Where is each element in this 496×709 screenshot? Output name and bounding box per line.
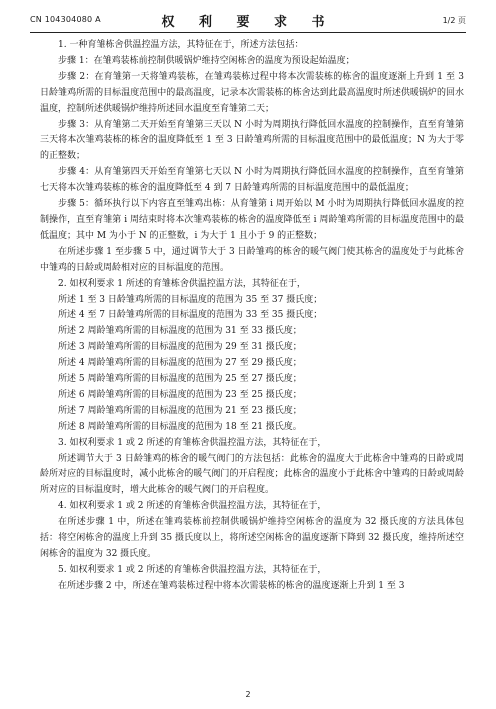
- claim-paragraph: 在所述步骤 1 至步骤 5 中，通过调节大于 3 日龄雏鸡的栋舍的暖气阀门使其栋舍的温度处于与此栋舍中雏鸡的日龄或周龄相对应的目标温度的范围。: [40, 246, 464, 273]
- claims-body: [40, 38, 464, 595]
- claim-paragraph: 所述 4 周龄雏鸡所需的目标温度的范围为 27 至 29 摄氏度；: [58, 358, 302, 369]
- claim-paragraph: 3. 如权利要求 1 或 2 所述的育雏栋舍供温控温方法，其特征在于，: [58, 437, 327, 448]
- claim-paragraph: 在所述步骤 2 中，所述在雏鸡装栋过程中将本次需装栋的栋舍的温度逐渐上升到 1 至 3: [58, 580, 405, 591]
- claim-paragraph: 所述调节大于 3 日龄雏鸡的栋舍的暖气阀门的方法包括：此栋舍的温度大于此栋舍中雏鸡的日龄或周龄所对应的目标温度时，减小此栋舍的暖气阀门的开启程度；此栋舍的温度小于此栋舍中雏鸡的日龄或周龄所对应的目标温度时，增大此栋舍的暖气阀门的开启程度。: [40, 453, 464, 496]
- claim-paragraph: 步骤 3：从育雏第二天开始至育雏第三天以 N 小时为周期执行降低回水温度的控制操作，直至育雏第三天将本次雏鸡装栋的栋舍的温度降低至 1 至 3 日龄雏鸡所需的目标温度范围中的最低温度；N 为大于零的正整数；: [40, 119, 464, 162]
- claim-paragraph: 4. 如权利要求 1 或 2 所述的育雏栋舍供温控温方法，其特征在于，: [58, 501, 327, 512]
- page-footer: [0, 690, 496, 699]
- claim-paragraph: 步骤 4：从育雏第四天开始至育雏第七天以 N 小时为周期执行降低回水温度的控制操作，直至育雏第七天将本次雏鸡装栋的栋舍的温度降低至 4 到 7 日龄雏鸡所需的目标温度范围中的最低温度；: [40, 167, 464, 194]
- claim-paragraph: 5. 如权利要求 1 或 2 所述的育雏栋舍供温控温方法，其特征在于，: [58, 564, 327, 575]
- claim-paragraph: 步骤 2：在育雏第一天将雏鸡装栋，在雏鸡装栋过程中将本次需装栋的栋舍的温度逐渐上升到 1 至 3 日龄雏鸡所需的目标温度范围中的最高温度，记录本次需装栋的栋舍达到此最高温度时所述供暖锅炉的回水温度，控制所述供暖锅炉维持所述回水温度至育雏第二天；: [40, 71, 464, 114]
- claim-paragraph: 所述 8 周龄雏鸡所需的目标温度的范围为 18 至 21 摄氏度。: [58, 421, 302, 432]
- page-number: 2: [245, 690, 251, 699]
- claim-paragraph: 所述 7 周龄雏鸡所需的目标温度的范围为 21 至 23 摄氏度；: [58, 405, 302, 416]
- claim-paragraph: 在所述步骤 1 中，所述在雏鸡装栋前控制供暖锅炉维持空闲栋舍的温度为 32 摄氏度的方法具体包括：将空闲栋舍的温度上升到 35 摄氏度以上，将所述空闲栋舍的温度逐渐下降到 32 摄氏度，维持所述空闲栋舍的温度为 32 摄氏度。: [40, 517, 464, 559]
- claim-paragraph: 所述 5 周龄雏鸡所需的目标温度的范围为 25 至 27 摄氏度；: [58, 374, 302, 385]
- claim-paragraph: 所述 6 周龄雏鸡所需的目标温度的范围为 23 至 25 摄氏度；: [58, 389, 302, 400]
- claim-paragraph: 步骤 5：循环执行以下内容直至雏鸡出栋：从育雏第 i 周开始以 M 小时为周期执行降低回水温度的控制操作，直至育雏第 i 周结束时将本次雏鸡装栋的栋舍的温度降低至 i 周龄雏鸡所需的目标温度范围中的最低温度；其中 M 为小于 N 的正整数，i 为大于 1 且小于 9 的正整数；: [40, 199, 464, 241]
- claim-paragraph: 所述 3 周龄雏鸡所需的目标温度的范围为 29 至 31 摄氏度；: [58, 342, 302, 353]
- page-header: [30, 10, 466, 33]
- claim-paragraph: 所述 2 周龄雏鸡所需的目标温度的范围为 31 至 33 摄氏度；: [58, 326, 302, 337]
- publication-number: CN 104304080 A: [30, 15, 101, 24]
- claim-paragraph: 步骤 1：在雏鸡装栋前控制供暖锅炉维持空闲栋舍的温度为预设起始温度；: [58, 55, 355, 66]
- claim-paragraph: 2. 如权利要求 1 所述的育雏栋舍供温控温方法，其特征在于，: [58, 278, 306, 289]
- claim-paragraph: 1. 一种育雏栋舍供温控温方法，其特征在于，所述方法包括：: [58, 40, 304, 50]
- claim-paragraph: 所述 4 至 7 日龄雏鸡所需的目标温度的范围为 33 至 35 摄氏度；: [58, 310, 323, 321]
- claim-paragraph: 所述 1 至 3 日龄雏鸡所需的目标温度的范围为 35 至 37 摄氏度；: [58, 294, 323, 305]
- page-indicator: 1/2 页: [442, 16, 466, 25]
- document-title: 权 利 要 求 书: [161, 15, 335, 30]
